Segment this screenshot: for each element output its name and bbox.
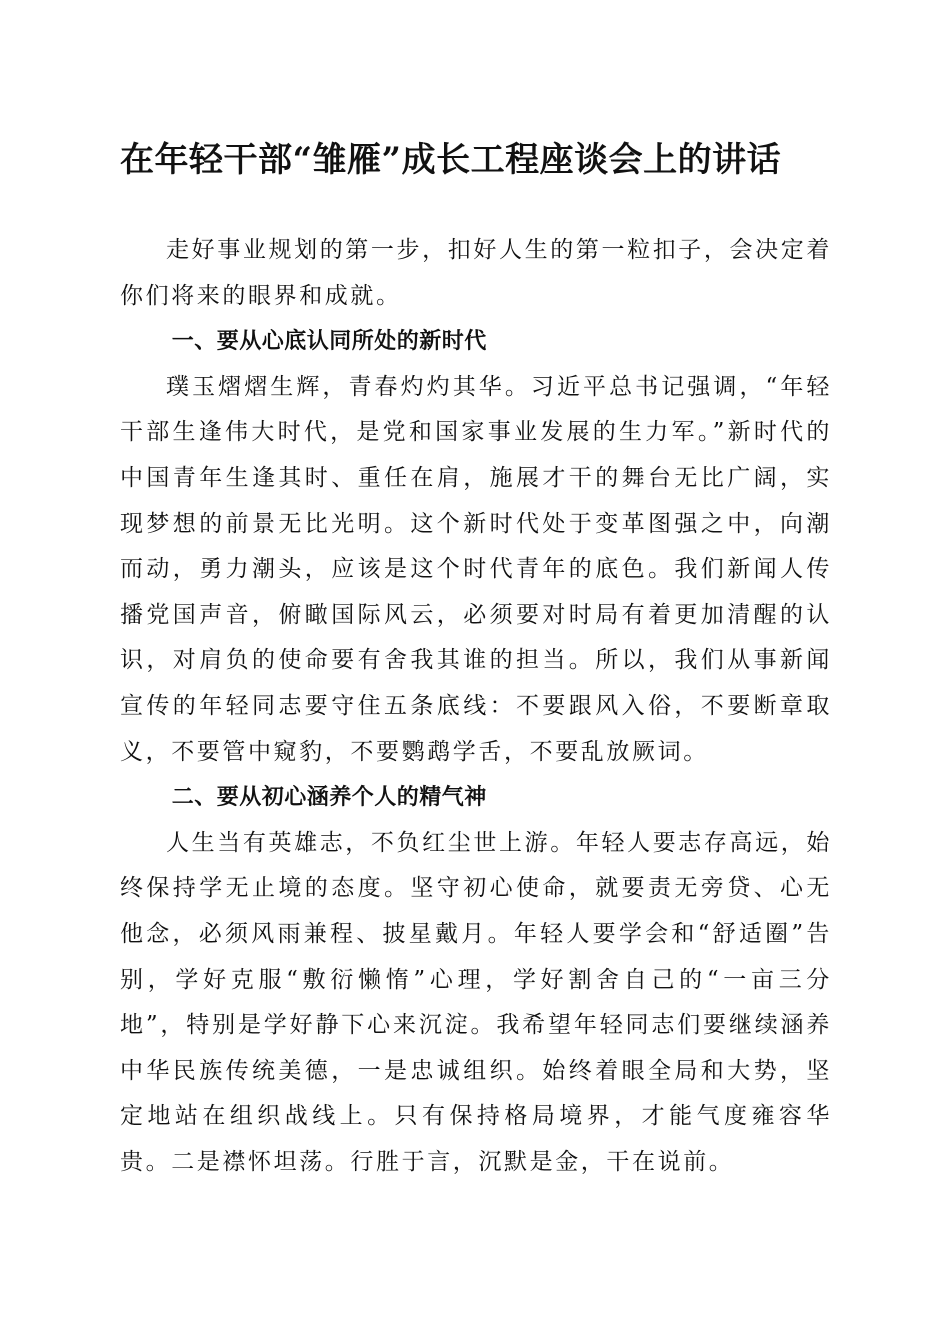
section-heading-2: 二、要从初心涵养个人的精气神 xyxy=(171,785,487,811)
section-heading-1: 一、要从心底认同所处的新时代 xyxy=(171,329,487,355)
section-paragraph-2: 人生当有英雄志，不负红尘世上游。年轻人要志存高远，始终保持学无止境的态度。坚守初心使命，就要责无旁贷、心无他念，必须风雨兼程、披星戴月。年轻人要学会和“舒适圈”告别，学好克服“敷衍懒惰”心理，学好割舍自己的“一亩三分地”，特别是学好静下心来沉淀。我希望年轻同志们要继续涵养中华民族传统美德，一是忠诚组织。始终着眼全局和大势，坚定地站在组织战线上。只有保持格局境界，才能气度雍容华贵。二是襟怀坦荡。行胜于言，沉默是金，干在说前。 xyxy=(120,829,832,1175)
section-paragraph-1: 璞玉熠熠生辉，青春灼灼其华。习近平总书记强调，“年轻干部生逢伟大时代，是党和国家事业发展的生力军。”新时代的中国青年生逢其时、重任在肩，施展才干的舞台无比广阔，实现梦想的前景无比光明。这个新时代处于变革图强之中，向潮而动，勇力潮头，应该是这个时代青年的底色。我们新闻人传播党国声音，俯瞰国际风云，必须要对时局有着更加清醒的认识，对肩负的使命要有舍我其谁的担当。所以，我们从事新闻宣传的年轻同志要守住五条底线：不要跟风入俗，不要断章取义，不要管中窥豹，不要鹦鹉学舌，不要乱放厥词。 xyxy=(120,373,832,765)
document-title: 在年轻干部“雏雁”成长工程座谈会上的讲话 xyxy=(120,140,782,180)
document-body xyxy=(120,228,832,1185)
intro-paragraph: 走好事业规划的第一步，扣好人生的第一粒扣子，会决定着你们将来的眼界和成就。 xyxy=(120,237,832,309)
